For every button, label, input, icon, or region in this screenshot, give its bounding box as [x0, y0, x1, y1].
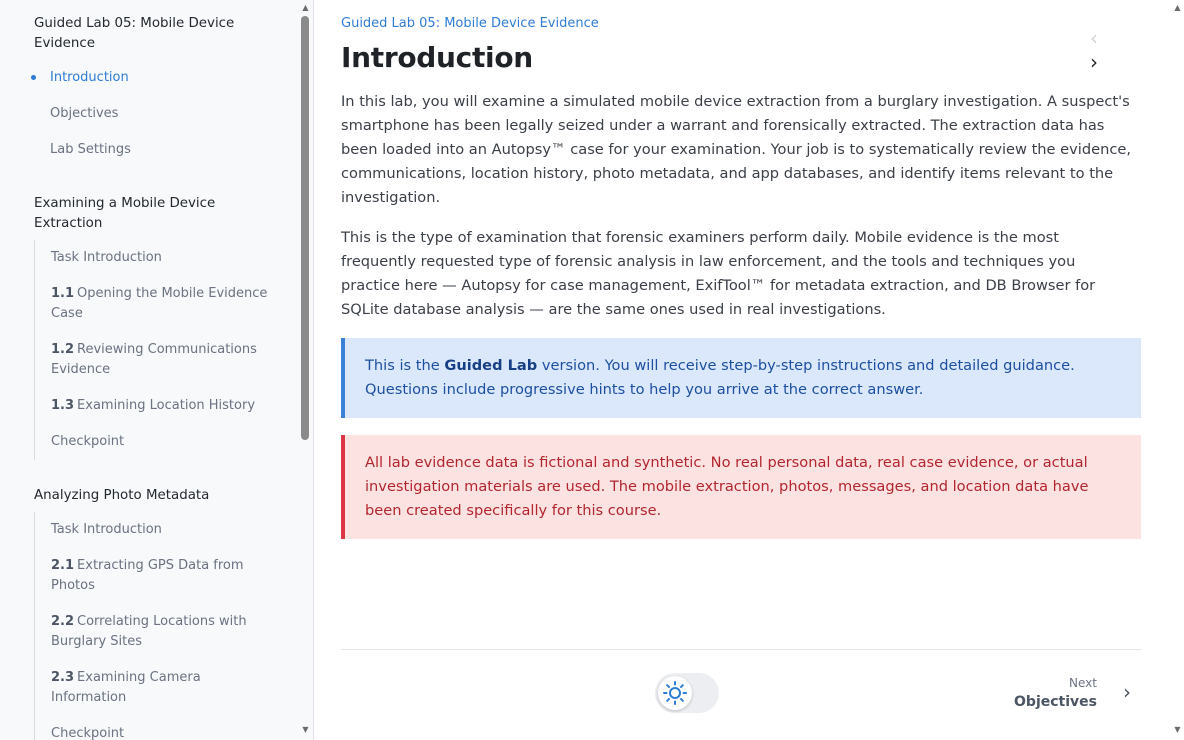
- sidebar-item-list: [34, 240, 296, 460]
- sidebar-item[interactable]: [35, 388, 275, 424]
- sidebar-item[interactable]: [34, 60, 274, 96]
- scroll-up-arrow-icon[interactable]: ▲: [1174, 3, 1181, 12]
- sidebar-section-title[interactable]: Analyzing Photo Metadata: [34, 488, 210, 503]
- sidebar-item-number: 1.3: [51, 398, 75, 413]
- sidebar-item[interactable]: [35, 660, 275, 716]
- sidebar-item[interactable]: [35, 548, 275, 604]
- sidebar-item[interactable]: [35, 512, 275, 548]
- sidebar-item-label: Examining Camera Information: [51, 670, 201, 705]
- sidebar-item[interactable]: [35, 332, 275, 388]
- sidebar-section-title[interactable]: Guided Lab 05: Mobile Device Evidence: [34, 16, 235, 51]
- sidebar-item[interactable]: [34, 96, 274, 132]
- sidebar-item-label: Introduction: [50, 70, 129, 85]
- sun-icon: [658, 676, 692, 710]
- intro-paragraph: This is the type of examination that forensic examiners perform daily. Mobile evidence is the most frequently requested type of forensic analysis in law enforcement, and the tools and techniques you practice here — Autopsy for case management, ExifTool™ for metadata extraction, and DB Browser for SQLite database analysis — are the same ones used in real investigations.: [341, 229, 1096, 318]
- scrollbar-thumb[interactable]: [301, 16, 309, 440]
- sidebar-item-label: Objectives: [50, 106, 119, 121]
- sidebar-item-label: Examining Location History: [77, 398, 256, 413]
- sidebar-nav: [0, 0, 314, 740]
- sidebar-item[interactable]: [34, 132, 274, 168]
- sidebar-item[interactable]: [35, 716, 275, 740]
- scroll-up-arrow-icon[interactable]: ▲: [302, 3, 309, 12]
- warning-callout: [341, 435, 1141, 539]
- sidebar-item-label: Reviewing Communications Evidence: [51, 342, 257, 377]
- page-nav: [1082, 26, 1141, 74]
- sidebar-item-number: 1.1: [51, 286, 75, 301]
- chevron-right-icon: ›: [1123, 680, 1131, 704]
- next-label: Next: [1069, 676, 1097, 690]
- main-scrollbar[interactable]: [1171, 0, 1184, 740]
- sidebar-item-label: Checkpoint: [51, 726, 125, 740]
- intro-paragraph: In this lab, you will examine a simulated mobile device extraction from a burglary investigation. A suspect's smartphone has been legally seized under a warrant and forensically extracted. The extraction data has been loaded into an Autopsy™ case for your examination. Your job is to systematically review the evidence, communications, location history, photo metadata, and app databases, and identify items relevant to the investigation.: [341, 93, 1131, 206]
- sidebar-item[interactable]: [35, 276, 275, 332]
- sidebar-item-number: 1.2: [51, 342, 75, 357]
- chevron-right-icon[interactable]: ›: [1090, 50, 1098, 74]
- info-callout: [341, 338, 1141, 418]
- sidebar-item-list: [34, 60, 296, 168]
- sidebar-item-number: 2.1: [51, 558, 75, 573]
- sidebar-section: [34, 194, 296, 460]
- sidebar-item-number: 2.3: [51, 670, 75, 685]
- breadcrumb[interactable]: Guided Lab 05: Mobile Device Evidence: [341, 16, 599, 31]
- next-page-link[interactable]: [1011, 674, 1141, 714]
- main-content: [315, 0, 1184, 740]
- page-footer: [341, 649, 1141, 740]
- sidebar-item-label: Extracting GPS Data from Photos: [51, 558, 244, 593]
- sidebar-section-title[interactable]: Examining a Mobile Device Extraction: [34, 196, 216, 231]
- chevron-left-icon[interactable]: ‹: [1090, 26, 1098, 50]
- warning-callout-text: All lab evidence data is fictional and synthetic. No real personal data, real case evidence, or actual investigation materials are used. The mobile extraction, photos, messages, and location data have been created specifically for this course.: [365, 454, 1089, 519]
- theme-toggle[interactable]: [655, 673, 719, 713]
- next-title: Objectives: [1014, 694, 1097, 710]
- sidebar-item-label: Task Introduction: [51, 250, 162, 265]
- sidebar-section: [34, 486, 296, 740]
- sidebar-item-list: [34, 512, 296, 740]
- info-callout-text: This is the: [365, 357, 445, 374]
- sidebar-item-label: Task Introduction: [51, 522, 162, 537]
- sidebar-item-number: 2.2: [51, 614, 75, 629]
- page-title: Introduction: [341, 41, 533, 74]
- sidebar-item-label: Lab Settings: [50, 142, 131, 157]
- scroll-down-arrow-icon[interactable]: ▼: [302, 725, 309, 734]
- sidebar-scrollbar[interactable]: [299, 0, 312, 740]
- sidebar-section: [34, 14, 296, 168]
- sidebar-item-label: Correlating Locations with Burglary Sites: [51, 614, 247, 649]
- sidebar-item-label: Opening the Mobile Evidence Case: [51, 286, 268, 321]
- info-callout-bold: Guided Lab: [444, 357, 538, 374]
- sidebar-item-label: Checkpoint: [51, 434, 125, 449]
- intro-text: [341, 90, 1131, 338]
- sidebar-sections: [0, 0, 296, 740]
- sidebar-item[interactable]: [35, 424, 275, 460]
- scroll-down-arrow-icon[interactable]: ▼: [1174, 725, 1181, 734]
- sidebar-item[interactable]: [35, 604, 275, 660]
- sidebar-item[interactable]: [35, 240, 275, 276]
- info-callout-text: version. You will receive step-by-step instructions and detailed guidance. Questions include progressive hints to help you arrive at the correct answer.: [365, 357, 1075, 398]
